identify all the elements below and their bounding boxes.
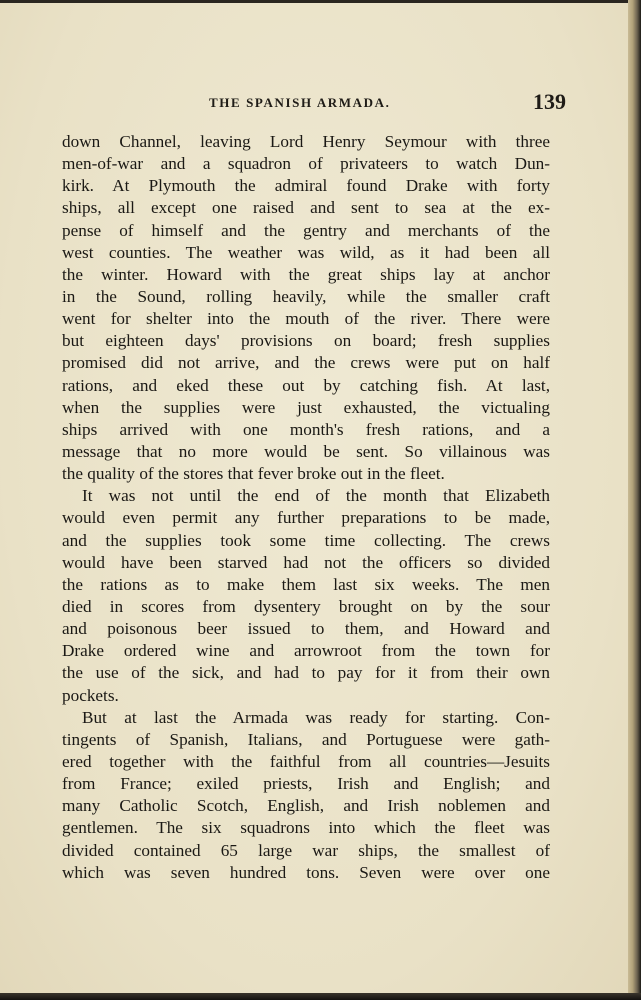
text-line: would have been starved had not the officers so divided (62, 552, 550, 572)
text-line: pense of himself and the gentry and merchants of the (62, 220, 550, 240)
text-line: men-of-war and a squadron of privateers to watch Dun- (62, 154, 550, 174)
text-line: pockets. (62, 685, 119, 705)
text-line: message that no more would be sent. So villainous was (62, 441, 550, 461)
text-line: but eighteen days' provisions on board; fresh supplies (62, 331, 550, 351)
text-line: kirk. At Plymouth the admiral found Drake with forty (62, 176, 550, 196)
text-line: divided contained 65 large war ships, the smallest of (62, 840, 550, 860)
page-header (62, 89, 566, 119)
text-line: promised did not arrive, and the crews were put on half (62, 353, 550, 373)
text-line: It was not until the end of the month that Elizabeth (82, 486, 550, 506)
page-edge-bottom (0, 993, 641, 1000)
text-line: ships, all except one raised and sent to sea at the ex- (62, 198, 550, 218)
text-line: down Channel, leaving Lord Henry Seymour with three (62, 132, 550, 151)
body-text (62, 131, 550, 884)
text-line: when the supplies were just exhausted, the victualing (62, 397, 550, 417)
text-line: many Catholic Scotch, English, and Irish noblemen and (62, 796, 550, 816)
text-line: Drake ordered wine and arrowroot from the town for (62, 641, 550, 661)
text-line: the winter. Howard with the great ships lay at anchor (62, 264, 550, 284)
text-line: ered together with the faithful from all countries—Jesuits (62, 751, 550, 771)
text-line: the quality of the stores that fever broke out in the fleet. (62, 464, 445, 484)
text-line: died in scores from dysentery brought on by the sour (62, 596, 550, 616)
page-edge-right (628, 0, 641, 1000)
text-line: would even permit any further preparations to be made, (62, 508, 550, 528)
text-line: which was seven hundred tons. Seven were over one (62, 862, 550, 882)
text-line: and the supplies took some time collecting. The crews (62, 530, 550, 550)
page-number: 139 (533, 89, 566, 114)
text-line: the use of the sick, and had to pay for it from their own (62, 663, 550, 683)
text-line: But at last the Armada was ready for starting. Con- (82, 707, 550, 727)
text-line: went for shelter into the mouth of the river. There were (62, 309, 550, 329)
text-line: from France; exiled priests, Irish and English; and (62, 774, 550, 794)
text-line: in the Sound, rolling heavily, while the smaller craft (62, 286, 550, 306)
text-line: ships arrived with one month's fresh rations, and a (62, 419, 550, 439)
running-head: THE SPANISH ARMADA. (209, 95, 391, 110)
text-line: rations, and eked these out by catching fish. At last, (62, 375, 550, 395)
text-line: west counties. The weather was wild, as it had been all (62, 242, 550, 262)
text-line: tingents of Spanish, Italians, and Portuguese were gath- (62, 729, 550, 749)
text-line: gentlemen. The six squadrons into which the fleet was (62, 818, 550, 838)
text-line: the rations as to make them last six weeks. The men (62, 574, 550, 594)
text-line: and poisonous beer issued to them, and Howard and (62, 619, 550, 639)
